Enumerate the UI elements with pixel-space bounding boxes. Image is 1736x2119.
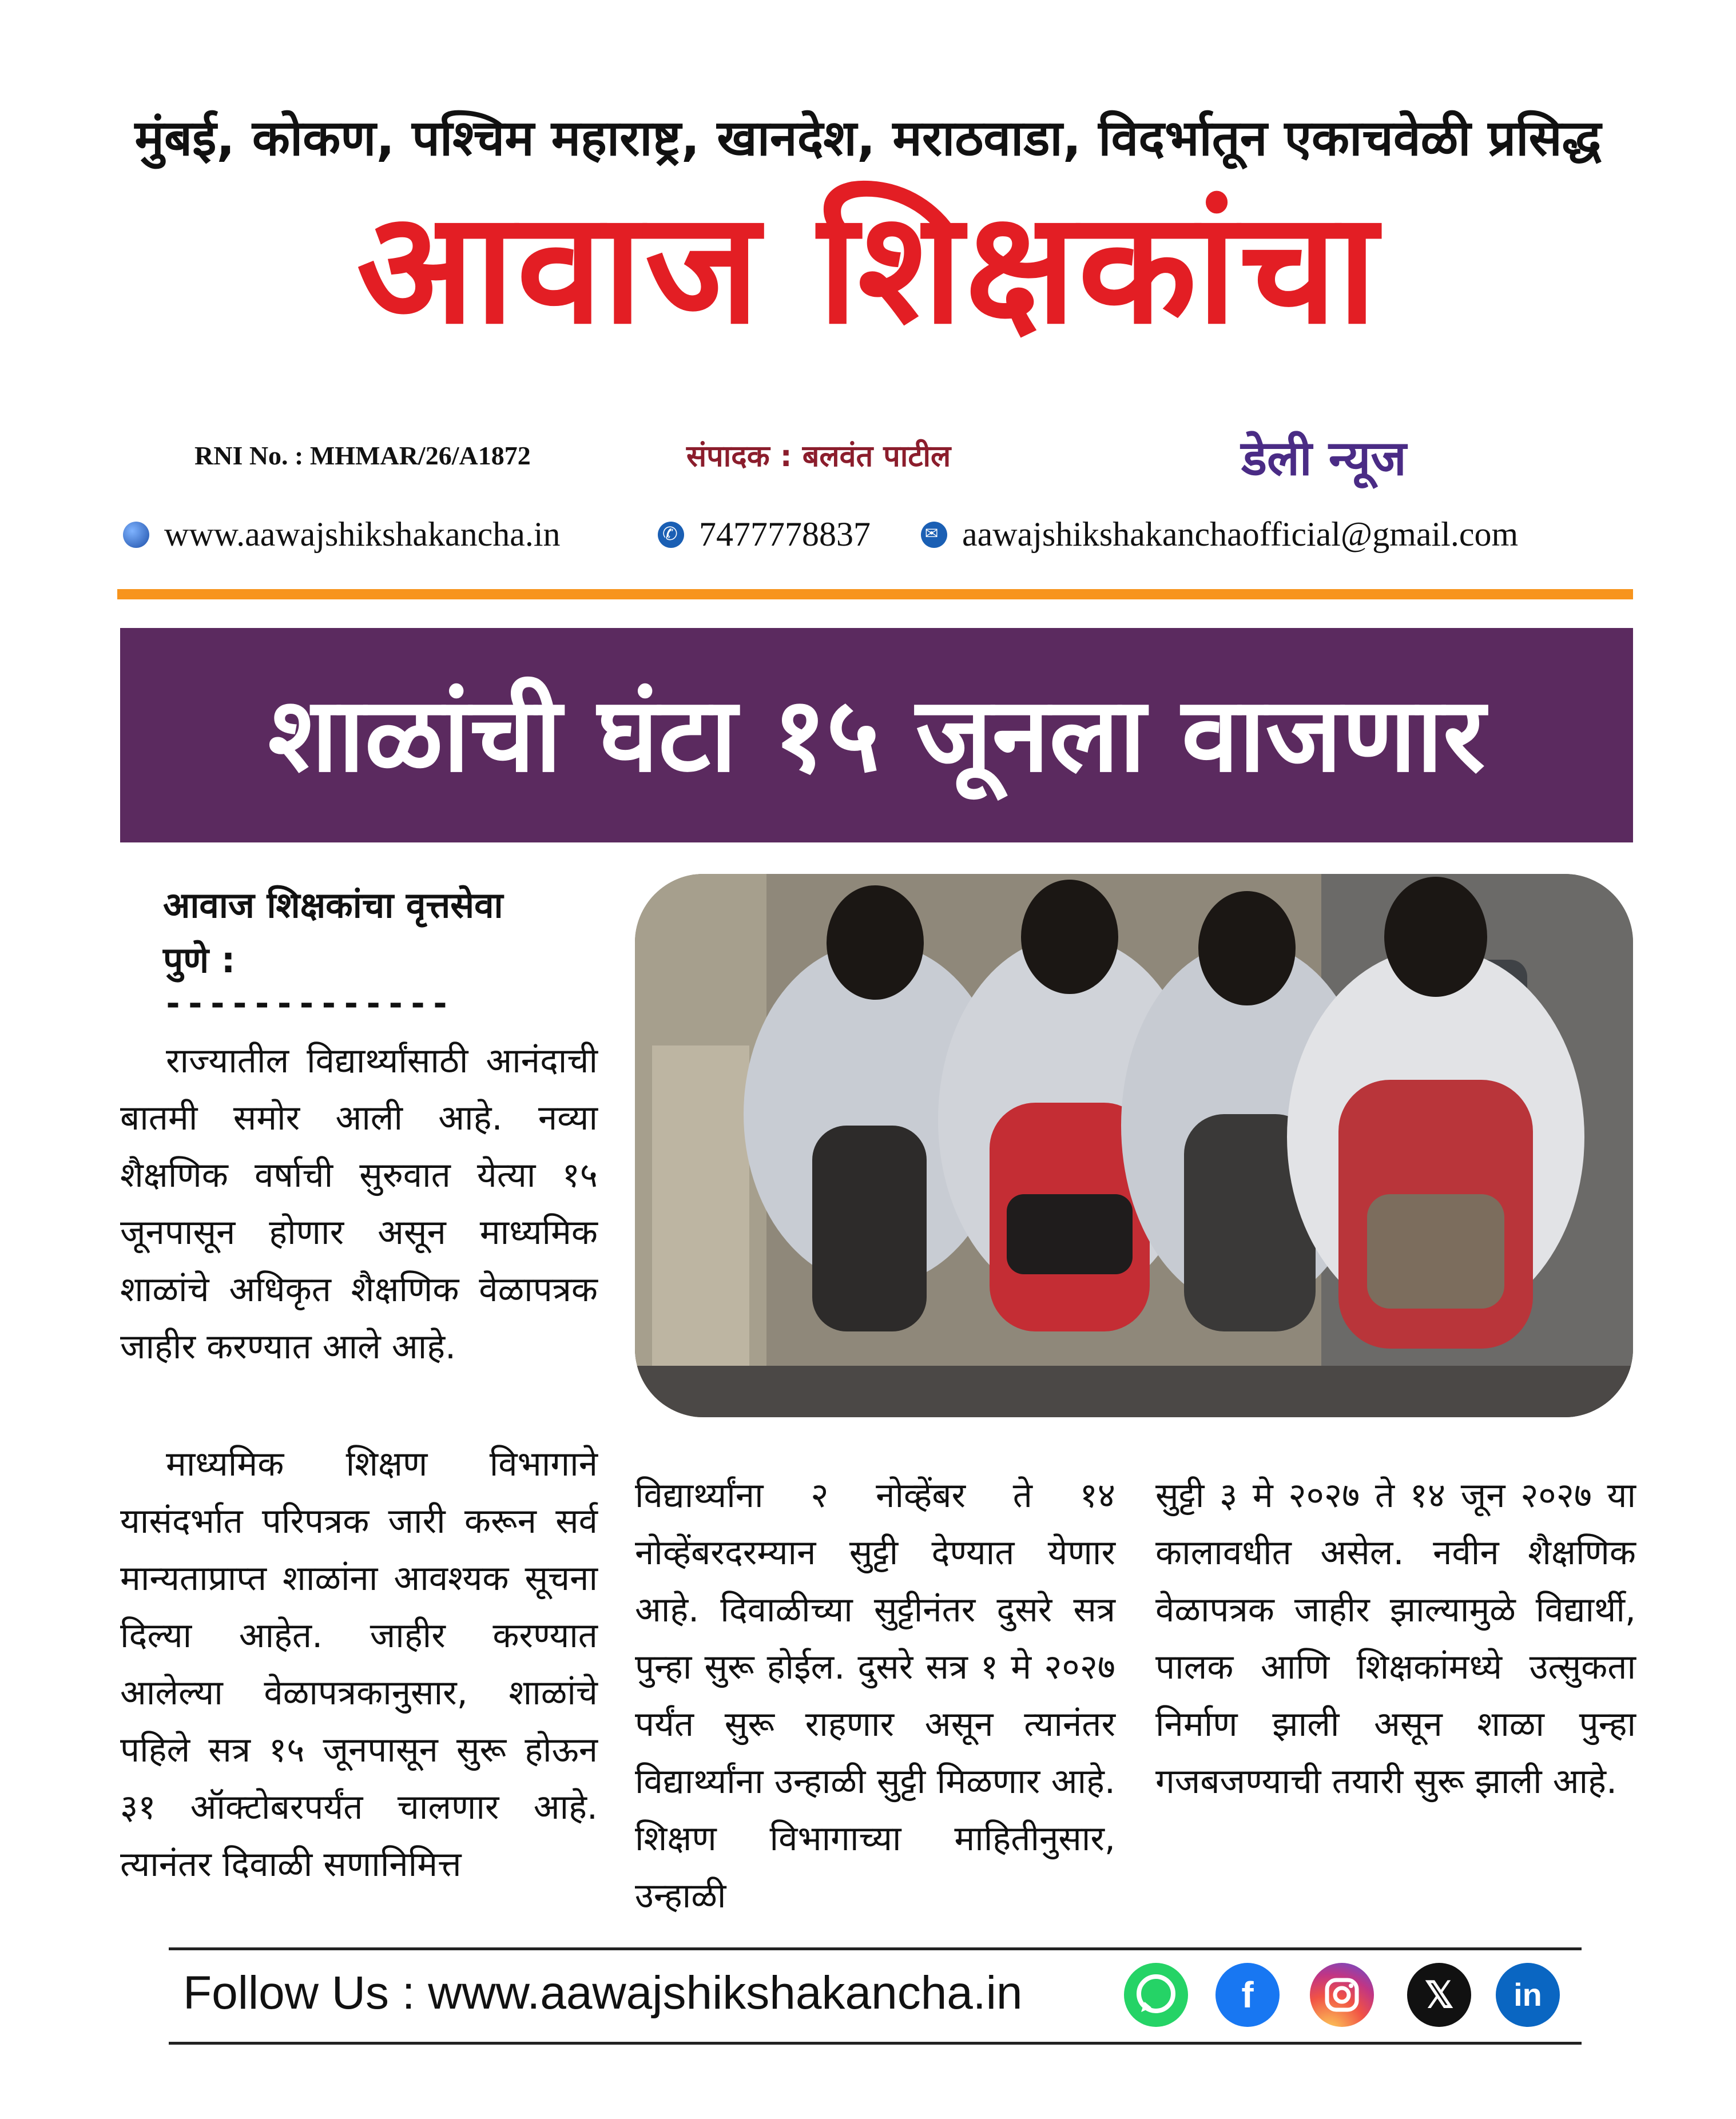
email-contact[interactable] bbox=[921, 515, 1518, 554]
x-icon[interactable]: 𝕏 bbox=[1407, 1963, 1471, 2027]
article-paragraph-2: माध्यमिक शिक्षण विभागाने यासंदर्भात परिपत्रक जारी करून सर्व मान्यताप्राप्त शाळांना आवश्यक सूचना दिल्या आहेत. जाहीर करण्यात आलेल्या वेळापत्रकानुसार, शाळांचे पहिले सत्र १५ जूनपासून सुरू होऊन ३१ ऑक्टोबरपर्यंत चालणार आहे. त्यानंतर दिवाळी सणानिमित्त bbox=[120, 1444, 598, 1885]
whatsapp-icon[interactable] bbox=[1124, 1963, 1188, 2027]
tagline: मुंबई, कोकण, पश्चिम महाराष्ट्र, खानदेश, मराठवाडा, विदर्भातून एकाचवेळी प्रसिद्ध bbox=[134, 110, 1602, 167]
phone-contact[interactable] bbox=[658, 515, 871, 554]
masthead-title: आवाज शिक्षकांचा bbox=[356, 178, 1380, 358]
mail-icon bbox=[921, 522, 947, 548]
byline-agency: आवाज शिक्षकांचा वृत्तसेवा bbox=[163, 884, 503, 926]
students-photo bbox=[635, 874, 1633, 1417]
linkedin-icon[interactable]: in bbox=[1496, 1963, 1560, 2027]
footer-rule-bottom bbox=[169, 2042, 1582, 2045]
headline: शाळांची घंटा १५ जूनला वाजणार bbox=[268, 675, 1485, 795]
article-paragraph-3: विद्यार्थ्यांना २ नोव्हेंबर ते १४ नोव्हेंबरदरम्यान सुट्टी देण्यात येणार आहे. दिवाळीच्या सुट्टीनंतर दुसरे सत्र पुन्हा सुरू होईल. दुसरे सत्र १ मे २०२७ पर्यंत सुरू राहणार असून त्यानंतर विद्यार्थ्यांना उन्हाळी सुट्टी मिळणार आहे. शिक्षण विभागाच्या माहितीनुसार, उन्हाळी bbox=[635, 1476, 1115, 1916]
editor-credit: संपादक : बलवंत पाटील bbox=[686, 439, 951, 474]
rni-number: RNI No. : MHMAR/26/A1872 bbox=[194, 441, 531, 470]
byline bbox=[163, 878, 503, 988]
article-column-3 bbox=[1155, 1467, 1636, 1810]
article-column-2 bbox=[635, 1467, 1115, 1925]
orange-divider bbox=[117, 589, 1633, 599]
dash-separator: ------------- bbox=[163, 984, 452, 1023]
footer-rule-top bbox=[169, 1947, 1582, 1950]
website-text: www.aawajshikshakancha.in bbox=[164, 515, 561, 553]
instagram-icon[interactable] bbox=[1310, 1963, 1374, 2027]
byline-dateline: पुणे : bbox=[163, 939, 236, 981]
phone-text: 7477778837 bbox=[699, 515, 871, 553]
globe-icon bbox=[123, 522, 149, 548]
website-contact[interactable] bbox=[123, 515, 561, 554]
article-paragraph-4: सुट्टी ३ मे २०२७ ते १४ जून २०२७ या कालावधीत असेल. नवीन शैक्षणिक वेळापत्रक जाहीर झाल्यामुळे विद्यार्थी, पालक आणि शिक्षकांमध्ये उत्सुकता निर्माण झाली असून शाळा पुन्हा गजबजण्याची तयारी सुरू झाली आहे. bbox=[1155, 1476, 1636, 1802]
students-illustration bbox=[635, 874, 1633, 1417]
phone-icon bbox=[658, 522, 684, 548]
email-text: aawajshikshakanchaofficial@gmail.com bbox=[962, 515, 1519, 553]
facebook-icon[interactable]: f bbox=[1215, 1963, 1280, 2027]
follow-us-link[interactable]: Follow Us : www.aawajshikshakancha.in bbox=[183, 1967, 1023, 2019]
article-column-1-bottom bbox=[120, 1436, 598, 1893]
article-paragraph-1: राज्यातील विद्यार्थ्यांसाठी आनंदाची बातमी समोर आली आहे. नव्या शैक्षणिक वर्षाची सुरुवात येत्या १५ जूनपासून होणार असून माध्यमिक शाळांचे अधिकृत शैक्षणिक वेळापत्रक जाहीर करण्यात आले आहे. bbox=[120, 1041, 598, 1367]
daily-news-label: डेली न्यूज bbox=[1241, 430, 1407, 486]
article-column-1-top bbox=[120, 1032, 598, 1375]
